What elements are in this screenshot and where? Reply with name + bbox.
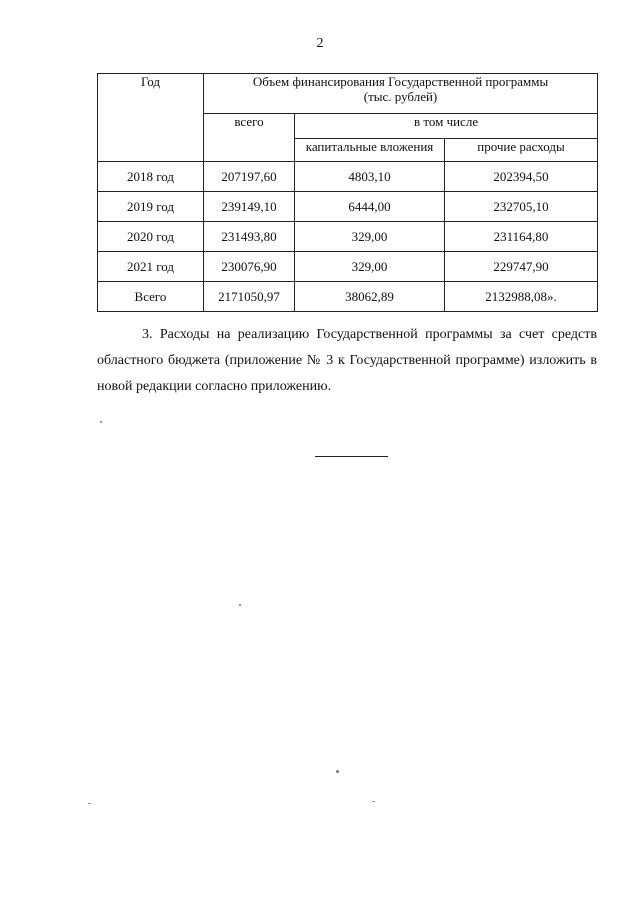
row-other: 202394,50 (445, 162, 598, 192)
row-capital: 38062,89 (295, 282, 445, 312)
paragraph-text: 3. Расходы на реализацию Государственной программы за счет средств областного бюджета (приложение № 3 к Государственной программе) изложить в новой редакции согласно приложению. (97, 327, 597, 394)
header-total: всего (204, 114, 295, 162)
row-year: Всего (98, 282, 204, 312)
row-total: 230076,90 (204, 252, 295, 282)
body-paragraph (97, 322, 597, 400)
scan-speck (372, 801, 375, 802)
table-total-row (98, 282, 598, 312)
scan-speck (88, 803, 91, 804)
header-capital: капитальные вложения (295, 139, 445, 162)
table-row (98, 162, 598, 192)
header-other: прочие расходы (445, 139, 598, 162)
row-year: 2021 год (98, 252, 204, 282)
separator-line (315, 456, 388, 457)
page-number: 2 (316, 36, 324, 51)
row-other: 229747,90 (445, 252, 598, 282)
row-total: 2171050,97 (204, 282, 295, 312)
row-year: 2020 год (98, 222, 204, 252)
financing-table (97, 73, 598, 312)
row-other: 231164,80 (445, 222, 598, 252)
table-row (98, 192, 598, 222)
scan-speck (239, 604, 241, 606)
row-total: 231493,80 (204, 222, 295, 252)
row-capital: 329,00 (295, 222, 445, 252)
row-capital: 329,00 (295, 252, 445, 282)
header-including: в том числе (295, 114, 598, 139)
row-capital: 4803,10 (295, 162, 445, 192)
scan-speck (336, 770, 339, 773)
table-row (98, 252, 598, 282)
header-funding-title: Объем финансирования Государственной программы (252, 74, 549, 89)
row-year: 2019 год (98, 192, 204, 222)
row-other: 2132988,08». (445, 282, 598, 312)
header-funding (204, 74, 598, 114)
row-other: 232705,10 (445, 192, 598, 222)
row-capital: 6444,00 (295, 192, 445, 222)
scan-speck (100, 421, 102, 423)
row-year: 2018 год (98, 162, 204, 192)
table-header-row (98, 74, 598, 114)
row-total: 207197,60 (204, 162, 295, 192)
header-funding-unit: (тыс. рублей) (363, 89, 438, 104)
row-total: 239149,10 (204, 192, 295, 222)
header-year: Год (98, 74, 204, 162)
table-row (98, 222, 598, 252)
